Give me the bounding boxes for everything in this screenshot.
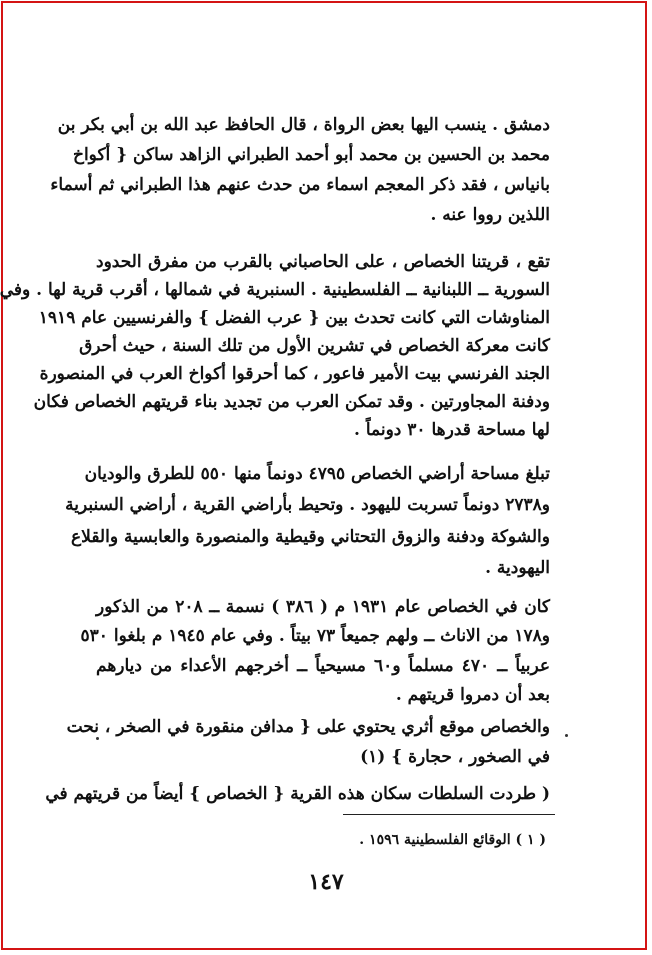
text-line: الجند الفرنسي بيت الأمير فاعور ، كما أحرقوا أكواخ العرب في المنصورة xyxy=(39,364,550,384)
text-line: ( طردت السلطات سكان هذه القرية { الخصاص } أيضاً من قريتهم في xyxy=(45,784,550,804)
text-line: والشوكة ودفنة والزوق التحتاني وقيطية والمنصورة والعابسية والقلاع xyxy=(71,527,550,547)
scan-speck xyxy=(565,734,568,737)
text-line: لها مساحة قدرها ٣٠ دونماً . xyxy=(354,420,550,440)
text-line: والخصاص موقع أثري يحتوي على { مدافن منقورة في الصخر ، نحت xyxy=(66,717,550,737)
text-line: دمشق . ينسب اليها بعض الرواة ، قال الحافظ عبد الله بن أبي بكر بن xyxy=(57,115,550,135)
text-line: ودفنة المجاورتين . وقد تمكن العرب من تجديد بناء قريتهم الخصاص فكان xyxy=(33,392,550,412)
footnote-separator xyxy=(343,814,555,815)
text-line: و١٧٨ من الاناث ــ ولهم جميعاً ٧٣ بيتاً . وفي عام ١٩٤٥ م بلغوا ٥٣٠ xyxy=(80,626,550,646)
text-line: بانياس ، فقد ذكر المعجم اسماء من حدث عنهم هذا الطبراني ثم أسماء xyxy=(50,175,550,195)
text-line: المناوشات التي كانت تحدث بين { عرب الفضل } والفرنسيين عام ١٩١٩ xyxy=(38,308,550,328)
text-line: عربياً ــ ٤٧٠ مسلماً و٦٠ مسيحياً ــ أخرجهم الأعداء من ديارهم xyxy=(96,656,550,676)
text-line: بعد أن دمروا قريتهم . xyxy=(395,685,550,705)
scan-speck xyxy=(96,737,99,740)
text-line: تبلغ مساحة أراضي الخصاص ٤٧٩٥ دونماً منها ٥٥٠ للطرق والوديان xyxy=(84,464,550,484)
text-line: اللذين رووا عنه . xyxy=(430,205,550,225)
text-line: في الصخور ، حجارة } (١) xyxy=(360,747,550,767)
text-line: كانت معركة الخصاص في تشرين الأول من تلك السنة ، حيث أحرق xyxy=(79,336,550,356)
page-number: ١٤٧ xyxy=(308,869,344,895)
footnote: ( ١ ) الوقائع الفلسطينية ١٥٩٦ . xyxy=(359,832,546,848)
text-line: محمد بن الحسين بن محمد أبو أحمد الطبراني الزاهد ساكن { أكواخ xyxy=(72,145,550,165)
text-line: كان في الخصاص عام ١٩٣١ م ( ٣٨٦ ) نسمة ــ ٢٠٨ من الذكور xyxy=(96,597,550,617)
text-line: اليهودية . xyxy=(485,558,550,578)
text-line: و٢٧٣٨ دونماً تسربت لليهود . وتحيط بأراضي القرية ، أراضي السنبرية xyxy=(65,495,550,515)
text-line: السورية ــ اللبنانية ــ الفلسطينية . السنبرية في شمالها ، أقرب قرية لها . وفي xyxy=(0,280,550,300)
text-line: تقع ، قريتنا الخصاص ، على الحاصباني بالقرب من مفرق الحدود xyxy=(96,252,550,272)
